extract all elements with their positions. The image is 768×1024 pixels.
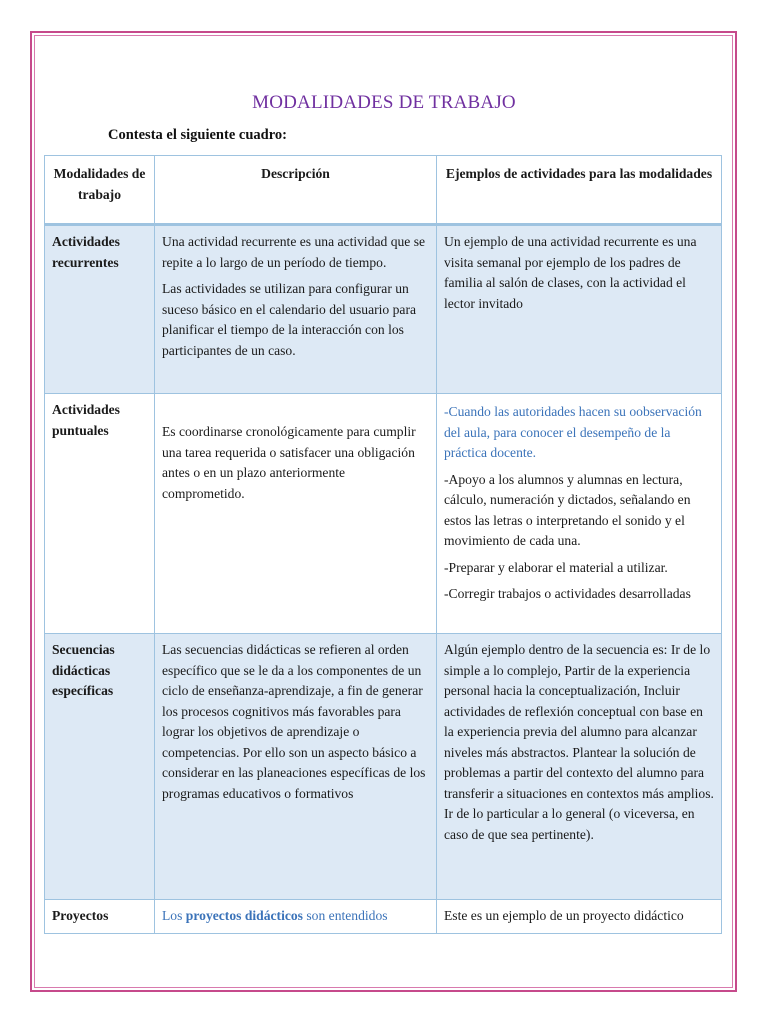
table-row: [45, 394, 722, 634]
row-label-recurrentes: Actividades recurrentes: [45, 225, 155, 394]
header-ejemplos: Ejemplos de actividades para las modalidades: [437, 156, 722, 225]
instruction-text: Contesta el siguiente cuadro:: [108, 127, 287, 143]
cell-ejemplos: [437, 634, 722, 900]
table-header-row: [45, 156, 722, 225]
cell-descripcion: [155, 634, 437, 900]
paragraph: Un ejemplo de una actividad recurrente es una visita semanal por ejemplo de los padres de familia al salón de clases, con la actividad el lector invitado: [444, 234, 697, 311]
paragraph: Algún ejemplo dentro de la secuencia es: Ir de lo simple a lo complejo, Partir de la experiencia personal hacia la conceptualización, Incluir actividades de reflexión conceptual con base en la experiencia previa del alumno para alcanzar niveles más abstractos. Plantear la solución de problemas a partir del contexto del alumno para transferir a situaciones en contextos más amplios. Ir de lo particular a lo general (o viceversa, en caso de que sea pertinente).: [444, 642, 714, 842]
cell-ejemplos: [437, 394, 722, 634]
paragraph: -Apoyo a los alumnos y alumnas en lectura, cálculo, numeración y dictados, señalando en estos las letras o interpretando el sonido y el movimiento de cada una.: [444, 471, 691, 548]
cell-descripcion: [155, 900, 437, 934]
text-fragment: Los: [162, 908, 186, 923]
paragraph: Las secuencias didácticas se refieren al orden específico que se le da a los componentes de un ciclo de enseñanza-aprendizaje, a fin de generar los procesos cognitivos más favorables para lograr los objetivos de aprendizaje o competencias. Por ello son un aspecto básico a considerar en las planeaciones específicas de los programas educativos o formativos: [162, 642, 426, 801]
paragraph: Una actividad recurrente es una actividad que se repite a lo largo de un período de tiempo.: [162, 234, 426, 270]
paragraph: -Preparar y elaborar el material a utilizar.: [444, 559, 668, 575]
row-label-secuencias: Secuencias didácticas específicas: [45, 634, 155, 900]
document-title: MODALIDADES DE TRABAJO: [252, 92, 516, 113]
paragraph: Las actividades se utilizan para configurar un suceso básico en el calendario del usuario para planificar el tiempo de la interacción con los participantes de un caso.: [162, 281, 417, 358]
cell-ejemplos: [437, 900, 722, 934]
table-row: [45, 900, 722, 934]
text-fragment: son entendidos: [302, 908, 388, 923]
highlighted-paragraph: -Cuando las autoridades hacen su oobservación del aula, para conocer el desempeño de la práctica docente.: [444, 404, 702, 460]
row-label-proyectos: Proyectos: [45, 900, 155, 934]
paragraph: Este es un ejemplo de un proyecto didáctico: [444, 908, 684, 923]
header-modalidades: Modalidades de trabajo: [45, 156, 155, 225]
row-label-puntuales: Actividades puntuales: [45, 394, 155, 634]
cell-descripcion: [155, 225, 437, 394]
table-row: [45, 225, 722, 394]
cell-ejemplos: [437, 225, 722, 394]
header-descripcion: Descripción: [155, 156, 437, 225]
link-proyectos-didacticos[interactable]: proyectos didácticos: [185, 908, 303, 923]
cell-descripcion: [155, 394, 437, 634]
table-row: [45, 634, 722, 900]
modalidades-table: [44, 155, 722, 934]
paragraph: Es coordinarse cronológicamente para cumplir una tarea requerida o satisfacer una obligación antes o en un plazo anteriormente comprometido.: [162, 424, 416, 501]
paragraph: -Corregir trabajos o actividades desarrolladas: [444, 586, 691, 601]
